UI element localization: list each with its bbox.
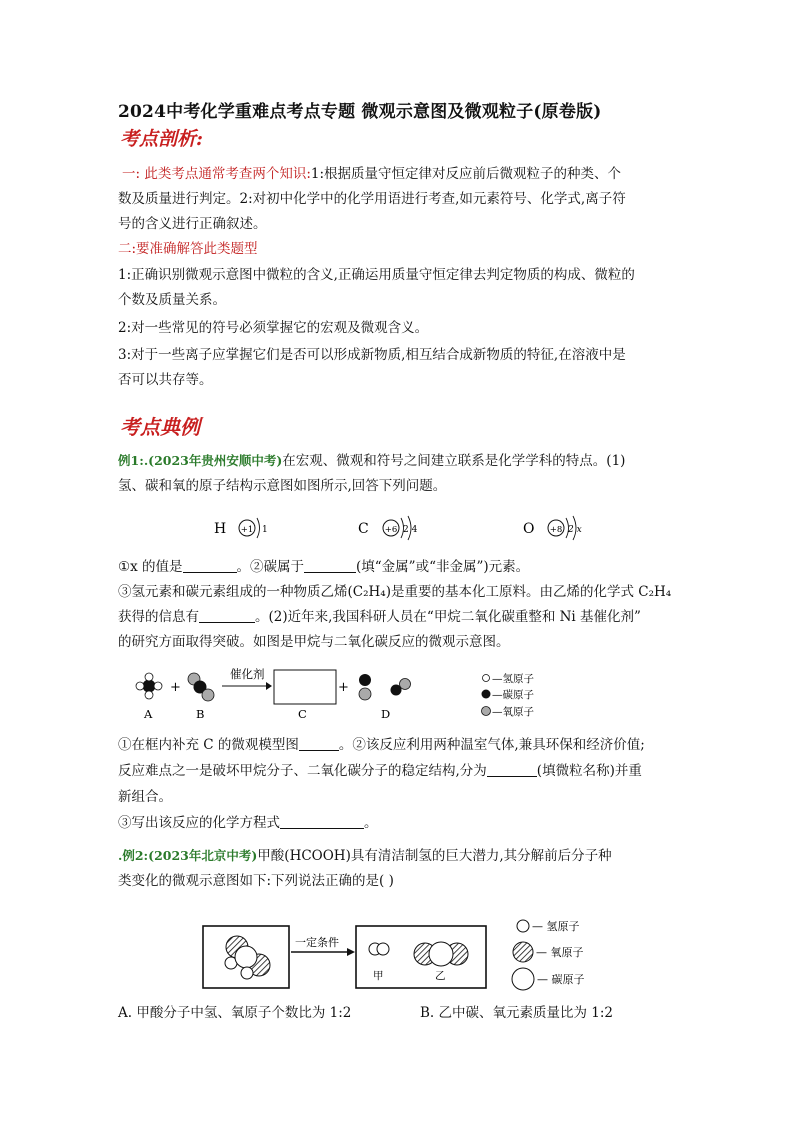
methane-reaction-diagram <box>128 664 568 724</box>
carbon-atom <box>359 674 371 686</box>
legend-carbon-icon <box>482 690 491 699</box>
point-3b: 否可以共存等。 <box>118 372 213 388</box>
oxygen-atom <box>359 688 371 700</box>
analysis-text: 1:根据质量守恒定律对反应前后微观粒子的种类、个 <box>310 166 622 182</box>
point-2: 2:对一些常见的符号必须掌握它的宏观及微观含义。 <box>118 320 429 336</box>
atom-symbol-o: O <box>523 521 535 537</box>
q1-part-c: (填“金属”或“非金属”)元素。 <box>356 559 530 575</box>
legend-oxygen: —氧原子 <box>492 706 534 718</box>
q3-part-b: 获得的信息有 <box>118 609 199 625</box>
legend-carbon-icon <box>512 968 534 990</box>
q5-part-b: 。 <box>364 815 378 831</box>
answer-blank[interactable] <box>299 736 339 751</box>
legend-oxygen: — 氧原子 <box>536 946 584 959</box>
hydrogen-atom <box>136 682 144 690</box>
answer-blank[interactable] <box>183 558 237 573</box>
nucleus-charge-h: +1 <box>240 525 254 535</box>
analysis-line-1 <box>118 163 621 185</box>
legend-oxygen-icon <box>482 707 491 716</box>
nucleus-charge-c: +6 <box>384 525 398 535</box>
q4-part-a: ①在框内补充 C 的微观模型图 <box>118 737 299 753</box>
electrons-c: 2 4 <box>403 525 418 535</box>
q4-part-d: (填微粒名称)并重 <box>536 763 642 779</box>
oxygen-atom <box>202 689 214 701</box>
nucleus-charge-o: +8 <box>549 525 563 535</box>
option-a[interactable]: A. 甲酸分子中氢、氧原子个数比为 1:2 <box>118 1005 352 1021</box>
example2-label: .例2: <box>118 848 149 863</box>
carbon-atom <box>429 942 453 966</box>
legend-carbon: — 碳原子 <box>537 973 585 986</box>
analysis-prefix: 一: <box>122 166 141 182</box>
example1-q4-c <box>118 760 642 782</box>
example1-q4-e: 新组合。 <box>118 789 172 805</box>
label-a: A <box>144 707 153 721</box>
hydrogen-atom <box>241 967 253 979</box>
label-b: B <box>196 707 205 721</box>
label-d: D <box>381 707 391 721</box>
legend-hydrogen: —氢原子 <box>492 673 534 685</box>
condition-label: 一定条件 <box>295 936 339 949</box>
example1-q3-d: 的研究方面取得突破。如图是甲烷与二氧化碳反应的微观示意图。 <box>118 634 510 650</box>
q3-part-c: 。(2)近年来,我国科研人员在“甲烷二氧化碳重整和 Ni 基催化剂” <box>255 609 641 625</box>
hydrogen-atom <box>145 673 153 681</box>
q1-part-b: 。②碳属于 <box>236 559 305 575</box>
example1-q1 <box>118 556 529 578</box>
answer-blank[interactable] <box>280 814 364 829</box>
legend-hydrogen: — 氢原子 <box>532 920 580 933</box>
example1-q3-a: ③氢元素和碳元素组成的一种物质乙烯(C₂H₄)是重要的基本化工原料。由乙烯的化学式 C₂H₄ <box>118 584 672 600</box>
label-jia: 甲 <box>373 970 384 982</box>
example2-line-2: 类变化的微观示意图如下:下列说法正确的是( ) <box>118 873 394 889</box>
example1-line-1 <box>118 450 625 472</box>
legend-hydrogen-icon <box>517 920 529 932</box>
analysis-heading-2: 二:要准确解答此类题型 <box>118 241 258 257</box>
example1-line-2: 氢、碳和氧的原子结构示意图如图所示,回答下列问题。 <box>118 478 447 494</box>
q4-part-c: 反应难点之一是破坏甲烷分子、二氧化碳分子的稳定结构,分为 <box>118 763 487 779</box>
plus-sign: + <box>170 680 181 695</box>
point-3a: 3:对于一些离子应掌握它们是否可以形成新物质,相互结合成新物质的特征,在溶液中是 <box>118 347 626 363</box>
example2-source: (2023年北京中考) <box>148 848 258 863</box>
section-heading-examples: 考点典例 <box>120 415 200 439</box>
hydrogen-atom <box>145 691 153 699</box>
plus-sign: + <box>338 680 349 695</box>
point-1a: 1:正确识别微观示意图中微粒的含义,正确运用质量守恒定律去判定物质的构成、微粒的 <box>118 267 635 283</box>
formic-acid-diagram <box>195 912 615 994</box>
analysis-highlight: 此类考点通常考查两个知识: <box>144 166 311 182</box>
hydrogen-atom <box>154 682 162 690</box>
q5-part-a: ③写出该反应的化学方程式 <box>118 815 280 831</box>
electrons-o: 2 x <box>568 525 582 535</box>
arrow-head-icon <box>347 948 355 956</box>
atom-symbol-c: C <box>358 521 369 537</box>
analysis-line-3: 号的含义进行正确叙述。 <box>118 216 267 232</box>
example1-label: 例1: <box>118 453 144 468</box>
electrons-h: 1 <box>262 525 268 535</box>
legend-oxygen-icon <box>513 942 533 962</box>
example1-source: .(2023年贵州安顺中考) <box>143 453 283 468</box>
example1-text: 在宏观、微观和符号之间建立联系是化学学科的特点。(1) <box>282 453 626 469</box>
legend-carbon: —碳原子 <box>492 689 534 701</box>
option-b[interactable]: B. 乙中碳、氧元素质量比为 1:2 <box>420 1005 614 1021</box>
legend-hydrogen-icon <box>483 675 490 682</box>
oxygen-atom <box>400 679 411 690</box>
point-1b: 个数及质量关系。 <box>118 292 226 308</box>
section-heading-analysis: 考点剖析: <box>120 128 204 150</box>
answer-blank[interactable] <box>199 608 255 623</box>
page-title: 2024中考化学重难点考点专题 微观示意图及微观粒子(原卷版) <box>118 102 602 122</box>
shell-arc-h <box>257 518 260 538</box>
example1-q4-a <box>118 734 645 756</box>
example1-q3-b <box>118 606 641 628</box>
label-c: C <box>298 707 307 721</box>
example2-text: 甲酸(HCOOH)具有清洁制氢的巨大潜力,其分解前后分子种 <box>257 848 612 864</box>
example1-q5 <box>118 812 378 834</box>
example2-line-1 <box>118 845 612 867</box>
carbon-atom <box>235 946 257 968</box>
arrow-head-icon <box>266 682 272 690</box>
hydrogen-atom <box>377 943 389 955</box>
catalyst-label: 催化剂 <box>230 667 265 681</box>
answer-blank[interactable] <box>304 558 356 573</box>
carbon-atom <box>143 680 156 693</box>
product-c-box[interactable] <box>274 670 336 704</box>
label-yi: 乙 <box>435 970 446 982</box>
answer-blank[interactable] <box>487 762 537 777</box>
analysis-line-2: 数及质量进行判定。2:对初中化学中的化学用语进行考查,如元素符号、化学式,离子符 <box>118 191 626 207</box>
atom-symbol-h: H <box>214 521 227 537</box>
q4-part-b: 。②该反应利用两种温室气体,兼具环保和经济价值; <box>338 737 645 753</box>
atom-structure-diagrams <box>200 508 620 548</box>
q1-part-a: ①x 的值是 <box>118 559 183 575</box>
